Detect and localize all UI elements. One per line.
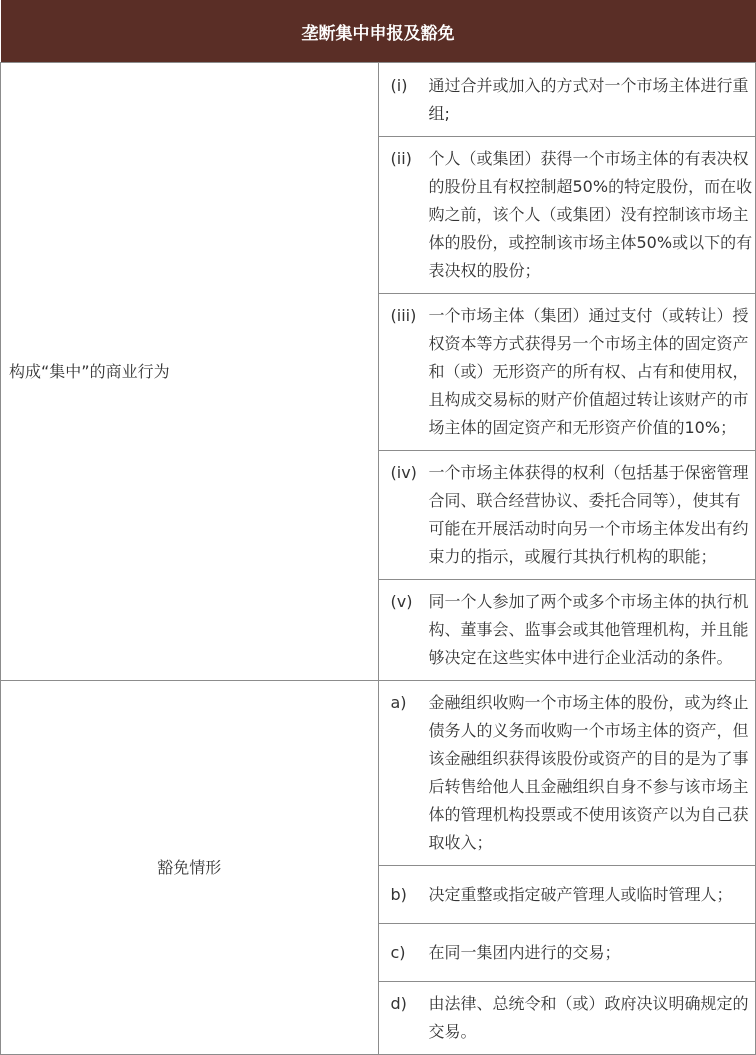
item-text: 一个市场主体获得的权利（包括基于保密管理合同、联合经营协议、委托合同等），使其有可能在开展活动时向另一个市场主体发出有约束力的指示，或履行其执行机构的职能； xyxy=(428,463,749,566)
item-text: 一个市场主体（集团）通过支付（或转让）授权资本等方式获得另一个市场主体的固定资产和（或）无形资产的所有权、占有和使用权，且构成交易标的财产价值超过转让该财产的市场主体的固定资产和无形资产价值的10%； xyxy=(428,306,749,437)
category-concentration: 构成“集中”的商业行为 xyxy=(1,63,379,681)
item-marker: (iii) xyxy=(390,306,417,325)
item-text: 决定重整或指定破产管理人或临时管理人； xyxy=(428,884,733,904)
item-iv xyxy=(378,451,756,580)
item-marker: c) xyxy=(390,942,406,962)
item-b xyxy=(378,866,756,924)
item-text: 个人（或集团）获得一个市场主体的有表决权的股份且有权控制超50%的特定股份，而在收购之前，该个人（或集团）没有控制该市场主体的股份，或控制该市场主体50%或以下的有表决权的股份； xyxy=(428,149,753,280)
item-marker: b) xyxy=(390,884,407,904)
item-marker: (iv) xyxy=(390,463,417,482)
item-marker: d) xyxy=(390,994,407,1013)
table-row xyxy=(1,681,756,866)
item-marker: (i) xyxy=(390,75,408,95)
table-title: 垄断集中申报及豁免 xyxy=(1,0,756,63)
item-a xyxy=(378,681,756,866)
item-marker: a) xyxy=(390,693,407,712)
item-text: 通过合并或加入的方式对一个市场主体进行重组; xyxy=(428,75,749,123)
item-text: 同一个人参加了两个或多个市场主体的执行机构、董事会、监事会或其他管理机构，并且能够决定在这些实体中进行企业活动的条件。 xyxy=(428,592,749,667)
item-marker: (v) xyxy=(390,592,413,611)
item-text: 金融组织收购一个市场主体的股份，或为终止债务人的义务而收购一个市场主体的资产，但该金融组织获得该股份或资产的目的是为了事后转售给他人且金融组织自身不参与该市场主体的管理机构投票或不使用该资产以为自己获取收入； xyxy=(428,693,749,852)
item-text: 由法律、总统令和（或）政府决议明确规定的交易。 xyxy=(428,994,749,1041)
item-marker: (ii) xyxy=(390,149,412,168)
item-v xyxy=(378,580,756,681)
item-c xyxy=(378,924,756,982)
table-row xyxy=(1,63,756,137)
item-i xyxy=(378,63,756,137)
table-header-row xyxy=(1,0,756,63)
item-d xyxy=(378,982,756,1055)
category-exemptions: 豁免情形 xyxy=(1,681,379,1055)
item-iii xyxy=(378,294,756,451)
item-text: 在同一集团内进行的交易； xyxy=(428,942,621,962)
item-ii xyxy=(378,137,756,294)
